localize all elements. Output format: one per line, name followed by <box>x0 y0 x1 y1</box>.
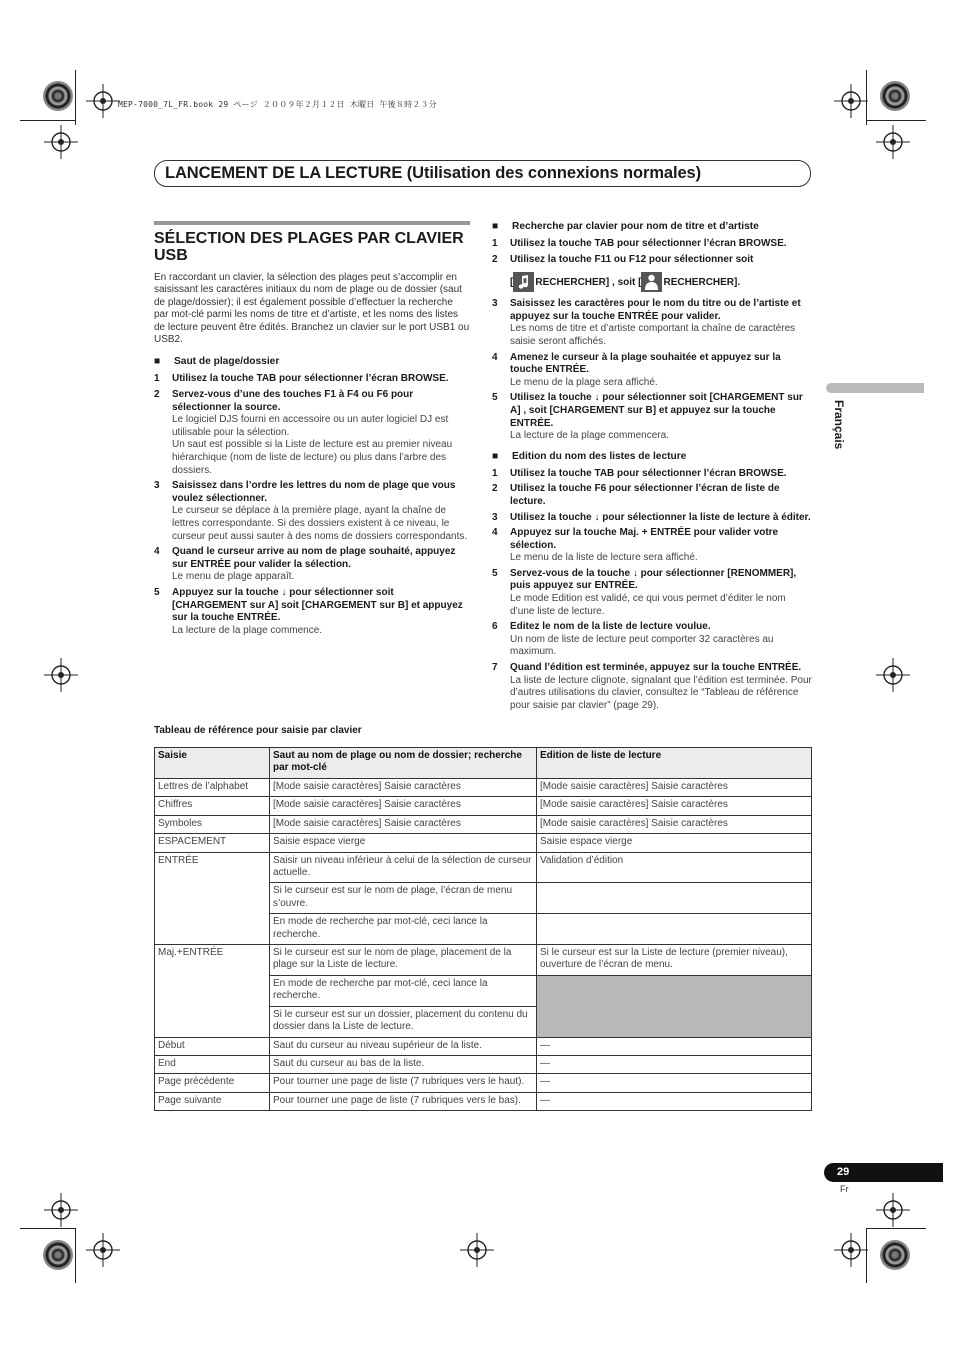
step-number: 1 <box>492 238 498 249</box>
step-instruction: Servez-vous d’une des touches F1 à F4 ou F6 pour sélectionner la source. <box>172 389 414 413</box>
table-cell: Pour tourner une page de liste (7 rubriques vers le haut). <box>270 1074 537 1092</box>
table-cell: Si le curseur est sur le nom de plage, l’écran de menu s’ouvre. <box>270 883 537 914</box>
section-title: SÉLECTION DES PLAGES PAR CLAVIER USB <box>154 230 464 264</box>
print-color-mark <box>43 81 73 111</box>
step-item <box>492 621 812 659</box>
chapter-title-bar <box>154 160 811 187</box>
step-instruction: Editez le nom de la liste de lecture voulue. <box>510 621 711 633</box>
step-instruction: Saisissez dans l’ordre les lettres du nom de plage que vous voulez sélectionner. <box>172 480 456 504</box>
step-content <box>172 587 470 637</box>
step-item <box>492 254 812 267</box>
step-instruction: Utilisez la touche F6 pour sélectionner l’écran de liste de lecture. <box>510 483 780 507</box>
step-content <box>510 568 812 618</box>
step-content <box>510 527 812 565</box>
subheading-edition: ■ Edition du nom des listes de lecture <box>492 450 687 462</box>
table-cell-key: Page précédente <box>155 1074 270 1092</box>
step-content <box>510 512 812 525</box>
table-cell <box>537 883 812 914</box>
table-header: Edition de liste de lecture <box>537 748 812 779</box>
step-list <box>492 238 812 266</box>
crop-mark <box>866 1228 867 1283</box>
print-color-mark <box>880 1240 910 1270</box>
step-number: 3 <box>154 480 160 492</box>
keyboard-reference-table <box>154 747 812 1111</box>
step-item <box>154 389 470 477</box>
table-cell-key: ENTRÉE <box>155 852 270 944</box>
print-header: MEP-7000_7L_FR.book 29 ページ ２００９年２月１２日 木曜日 午後８時２３分 <box>118 100 437 109</box>
table-cell: Saut du curseur au bas de la liste. <box>270 1055 537 1073</box>
table-cell: En mode de recherche par mot-clé, ceci lance la recherche. <box>270 914 537 945</box>
table-row <box>155 852 812 883</box>
table-cell-empty <box>537 975 812 1037</box>
registration-mark <box>460 1233 494 1267</box>
step-note: Le menu de plage apparaît. <box>172 571 295 583</box>
registration-mark <box>86 84 120 118</box>
step-content <box>510 392 812 442</box>
chapter-title: LANCEMENT DE LA LECTURE (Utilisation des connexions normales) <box>165 164 702 182</box>
table-cell-key: End <box>155 1055 270 1073</box>
step-instruction: Utilisez la touche TAB pour sélectionner l’écran BROWSE. <box>510 467 787 479</box>
step-number: 2 <box>154 389 160 401</box>
table-header: Saut au nom de plage ou nom de dossier; recherche par mot-clé <box>270 748 537 779</box>
table-row <box>155 945 812 976</box>
registration-mark <box>86 1233 120 1267</box>
step-note: La lecture de la plage commencera. <box>510 430 669 442</box>
crop-mark <box>75 1228 76 1283</box>
table-row <box>155 834 812 852</box>
step-instruction: Utilisez la touche TAB pour sélectionner l’écran BROWSE. <box>510 238 787 249</box>
intro-paragraph: En raccordant un clavier, la sélection des plages peut s’accomplir en saisissant les caractères initiaux du nom de plage ou de dossier (saut de plage/dossier); il est également possible d’effectuer la recherche par mot-clé parmi les noms de titre et d’artiste, et les noms des listes de lecture peuvent être édités. Branchez un clavier sur le port USB1 ou USB2. <box>154 272 470 346</box>
search-option-line: [ RECHERCHER ] , soit [ RECHERCHER ]. <box>510 272 812 292</box>
table-cell-key: Chiffres <box>155 797 270 815</box>
step-note: Les noms de titre et d’artiste comportant la chaîne de caractères saisie seront affichés. <box>510 323 796 347</box>
registration-mark <box>834 84 868 118</box>
table-cell: [Mode saisie caractères] Saisie caractères <box>537 797 812 815</box>
step-item <box>492 512 812 525</box>
table-row <box>155 1037 812 1055</box>
table-cell: — <box>537 1092 812 1110</box>
step-item <box>492 568 812 618</box>
table-cell: [Mode saisie caractères] Saisie caractères <box>270 779 537 797</box>
step-list <box>492 298 812 443</box>
table-cell: Si le curseur est sur un dossier, placement du contenu du dossier dans la Liste de lecture. <box>270 1006 537 1037</box>
step-note: Le menu de la plage sera affiché. <box>510 376 658 388</box>
step-content <box>510 352 812 390</box>
language-tab <box>826 383 924 393</box>
step-note: Un saut est possible si la Liste de lecture est au premier niveau hiérarchique (nom de liste de lecture) ou plus dans l’arbre des dossiers. <box>172 439 453 476</box>
registration-mark <box>834 1233 868 1267</box>
step-number: 4 <box>492 351 498 363</box>
table-cell: Saisie espace vierge <box>270 834 537 852</box>
step-note: La lecture de la plage commence. <box>172 624 323 636</box>
subheading-recherche: ■ Recherche par clavier pour nom de titre et d’artiste <box>492 221 759 232</box>
step-item <box>492 662 812 712</box>
step-number: 5 <box>154 586 160 598</box>
table-cell: — <box>537 1055 812 1073</box>
table-cell-key: Début <box>155 1037 270 1055</box>
table-cell: — <box>537 1037 812 1055</box>
step-instruction: Saisissez les caractères pour le nom du titre ou de l’artiste et appuyez sur la touche ENTRÉE pour valider. <box>510 298 801 322</box>
step-note: Le mode Edition est validé, ce qui vous permet d’éditer le nom d’une liste de lecture. <box>510 593 786 617</box>
step-instruction: Amenez le curseur à la plage souhaitée et appuyez sur la touche ENTRÉE. <box>510 351 781 376</box>
step-instruction: Quand le curseur arrive au nom de plage souhaité, appuyez sur ENTRÉE pour valider la sélection. <box>172 546 456 570</box>
music-note-icon <box>513 272 534 292</box>
page-number: 29 <box>824 1163 943 1182</box>
table-row <box>155 797 812 815</box>
step-instruction: Utilisez la touche ↓ pour sélectionner la liste de lecture à éditer. <box>510 511 811 523</box>
step-number: 3 <box>492 298 498 310</box>
step-number: 1 <box>154 373 160 385</box>
step-number: 4 <box>154 546 160 558</box>
table-cell: Si le curseur est sur la Liste de lecture (premier niveau), ouverture de l’écran de menu. <box>537 945 812 976</box>
table-header: Saisie <box>155 748 270 779</box>
step-number: 6 <box>492 621 498 633</box>
step-number: 3 <box>492 511 498 523</box>
registration-mark <box>44 658 78 692</box>
table-row <box>155 1074 812 1092</box>
square-bullet-icon: ■ <box>154 356 161 368</box>
registration-mark <box>44 1193 78 1227</box>
print-color-mark <box>880 81 910 111</box>
crop-mark <box>866 1228 926 1229</box>
table-cell-key: Maj.+ENTRÉE <box>155 945 270 1037</box>
crop-mark <box>75 70 76 125</box>
step-item <box>492 468 812 481</box>
left-column <box>154 221 470 640</box>
table-title: Tableau de référence pour saisie par clavier <box>154 725 362 736</box>
step-instruction: Utilisez la touche ↓ pour sélectionner soit [CHARGEMENT sur A] , soit [CHARGEMENT sur B] et appuyez sur la touche ENTRÉE. <box>510 392 803 429</box>
table-cell: [Mode saisie caractères] Saisie caractères <box>270 797 537 815</box>
step-content <box>510 254 812 267</box>
table-cell: Saisir un niveau inférieur à celui de la sélection de curseur actuelle. <box>270 852 537 883</box>
artist-icon <box>641 272 662 292</box>
step-number: 7 <box>492 662 498 674</box>
table-cell-key: Page suivante <box>155 1092 270 1110</box>
step-item <box>492 238 812 251</box>
step-number: 2 <box>492 483 498 495</box>
step-instruction: Appuyez sur la touche Maj. + ENTRÉE pour valider votre sélection. <box>510 527 779 551</box>
table-row <box>155 815 812 833</box>
table-cell: Saut du curseur au niveau supérieur de la liste. <box>270 1037 537 1055</box>
table-cell <box>537 914 812 945</box>
step-item <box>492 392 812 442</box>
table-cell: Saisie espace vierge <box>537 834 812 852</box>
step-item <box>492 298 812 348</box>
step-content <box>510 238 812 251</box>
registration-mark <box>876 658 910 692</box>
step-number: 5 <box>492 392 498 404</box>
step-content <box>172 373 470 386</box>
crop-mark <box>866 120 926 121</box>
right-column <box>492 217 812 715</box>
crop-mark <box>866 70 867 125</box>
table-cell: Pour tourner une page de liste (7 rubriques vers le bas). <box>270 1092 537 1110</box>
square-bullet-icon: ■ <box>492 450 499 462</box>
step-content <box>172 480 470 543</box>
crop-mark <box>20 1228 75 1229</box>
table-cell: — <box>537 1074 812 1092</box>
registration-mark <box>876 1193 910 1227</box>
step-item <box>154 587 470 637</box>
step-note: Le curseur se déplace à la première plage, ayant la chaîne de lettres correspondante. Si des dossiers existent à ce niveau, le curseur peut aussi sauter à des noms de dossiers correspondants. <box>172 505 468 542</box>
step-content <box>172 389 470 477</box>
subheading-saut: ■ Saut de plage/dossier <box>154 356 280 368</box>
step-note: La liste de lecture clignote, signalant que l’édition est terminée. Pour d’autres utilisations du clavier, consultez le “Tableau de référence pour saisie par clavier” (page 29). <box>510 674 812 711</box>
step-item <box>154 546 470 584</box>
step-number: 4 <box>492 527 498 539</box>
square-bullet-icon: ■ <box>492 221 499 232</box>
step-content <box>172 546 470 584</box>
step-list <box>492 468 812 713</box>
table-row <box>155 1092 812 1110</box>
table-cell: En mode de recherche par mot-clé, ceci lance la recherche. <box>270 975 537 1006</box>
table-cell-key: Lettres de l’alphabet <box>155 779 270 797</box>
step-number: 1 <box>492 467 498 479</box>
step-number: 2 <box>492 253 498 265</box>
registration-mark <box>44 125 78 159</box>
step-instruction: Utilisez la touche TAB pour sélectionner l’écran BROWSE. <box>172 373 449 385</box>
section-rule <box>154 221 470 225</box>
table-cell: [Mode saisie caractères] Saisie caractères <box>537 779 812 797</box>
step-instruction: Utilisez la touche F11 ou F12 pour sélectionner soit <box>510 253 754 265</box>
step-instruction: Quand l’édition est terminée, appuyez sur la touche ENTRÉE. <box>510 662 802 674</box>
table-cell-key: Symboles <box>155 815 270 833</box>
step-instruction: Servez-vous de la touche ↓ pour sélectionner [RENOMMER], puis appuyez sur ENTRÉE. <box>510 567 797 592</box>
step-content <box>510 468 812 481</box>
table-cell-key: ESPACEMENT <box>155 834 270 852</box>
step-content <box>510 483 812 508</box>
step-instruction: Appuyez sur la touche ↓ pour sélectionner soit [CHARGEMENT sur A] soit [CHARGEMENT sur B] et appuyez sur la touche ENTRÉE. <box>172 586 463 624</box>
step-note: Le menu de la liste de lecture sera affiché. <box>510 552 698 564</box>
step-item <box>492 352 812 390</box>
print-color-mark <box>43 1240 73 1270</box>
step-content <box>510 621 812 659</box>
table-cell: [Mode saisie caractères] Saisie caractères <box>537 815 812 833</box>
step-item <box>492 527 812 565</box>
step-item <box>154 373 470 386</box>
table-cell: Si le curseur est sur le nom de plage, placement de la plage sur la Liste de lecture. <box>270 945 537 976</box>
page-language: Fr <box>840 1184 849 1194</box>
table-header-row <box>155 748 812 779</box>
table-row <box>155 1055 812 1073</box>
step-content <box>510 298 812 348</box>
table-cell: Validation d’édition <box>537 852 812 883</box>
step-note: Un nom de liste de lecture peut comporter 32 caractères au maximum. <box>510 633 774 658</box>
step-item <box>154 480 470 543</box>
registration-mark <box>876 125 910 159</box>
step-number: 5 <box>492 567 498 579</box>
table-row <box>155 779 812 797</box>
table-cell: [Mode saisie caractères] Saisie caractères <box>270 815 537 833</box>
step-list <box>154 373 470 637</box>
language-label: Français <box>832 400 846 450</box>
step-content <box>510 662 812 712</box>
step-item <box>492 483 812 508</box>
crop-mark <box>20 120 75 121</box>
step-note: Le logiciel DJS fourni en accessoire ou un auter logiciel DJ est utilisable pour la sélection. <box>172 414 449 438</box>
